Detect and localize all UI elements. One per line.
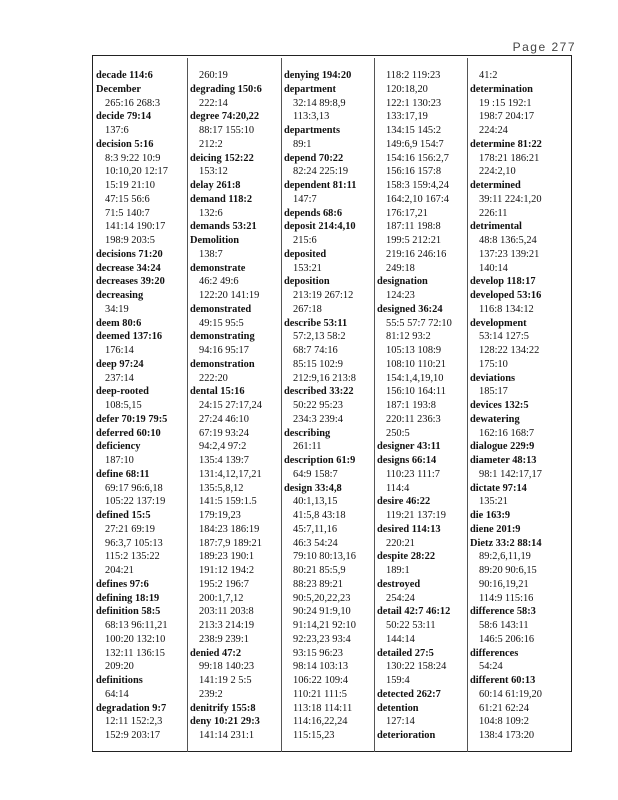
- index-page-refs: 57:2,13 58:2: [293, 331, 346, 343]
- index-page-refs: 39:11 224:1,20: [479, 193, 542, 205]
- index-term: design 33:4,8: [284, 482, 342, 494]
- index-page-refs: 176:14: [105, 345, 134, 356]
- index-page-refs: 108:10 110:21: [386, 358, 446, 370]
- index-page-refs: 215:6: [293, 235, 317, 246]
- index-page-refs: 98:14 103:13: [293, 661, 349, 673]
- index-page-refs: 260:19: [199, 70, 228, 81]
- index-term: diene 201:9: [470, 523, 521, 535]
- index-term: demonstrating: [190, 331, 255, 343]
- index-page-refs: 220:11 236:3: [386, 413, 441, 425]
- index-term: determination: [470, 83, 533, 95]
- index-term: deterioration: [377, 730, 436, 741]
- index-term: definition 58:5: [96, 606, 161, 618]
- index-page-refs: 138:7: [199, 248, 223, 260]
- index-page-refs: 100:20 132:10: [105, 633, 166, 645]
- index-term: deicing 152:22: [190, 152, 254, 164]
- index-page-refs: 49:15 95:5: [199, 317, 244, 329]
- index-term: denitrify 155:8: [190, 702, 256, 714]
- index-term: detrimental: [470, 221, 522, 233]
- index-term: despite 28:22: [377, 551, 436, 563]
- index-page-refs: 141:5 159:1.5: [199, 496, 257, 508]
- index-page-refs: 58:6 143:11: [479, 620, 529, 631]
- index-page-refs: 110:21 111:5: [293, 688, 347, 700]
- index-page-refs: 141:14 190:17: [105, 221, 166, 233]
- index-page-refs: 114:16,22,24: [293, 716, 348, 728]
- index-page-refs: 82:24 225:19: [293, 166, 349, 178]
- index-term: determined: [470, 180, 521, 191]
- index-term: dental 15:16: [190, 386, 245, 398]
- index-page-refs: 184:23 186:19: [199, 523, 260, 535]
- index-term: difference 58:3: [470, 606, 536, 618]
- index-page-refs: 144:14: [386, 633, 415, 645]
- index-page-refs: 88:23 89:21: [293, 578, 343, 590]
- index-term: denying 194:20: [284, 70, 352, 81]
- index-page-refs: 53:14 127:5: [479, 331, 529, 343]
- index-column-5: [470, 69, 562, 743]
- index-page-refs: 89:1: [293, 138, 312, 150]
- index-page-refs: 122:20 141:19: [199, 290, 260, 301]
- index-page-refs: 224:24: [479, 125, 508, 136]
- index-term: demands 53:21: [190, 221, 257, 233]
- index-term: describe 53:11: [284, 317, 348, 329]
- index-page-refs: 96:3,7 105:13: [105, 537, 163, 549]
- index-page-refs: 113:3,13: [293, 111, 330, 123]
- index-page-refs: 64:9 158:7: [293, 468, 338, 480]
- index-term: denied 47:2: [190, 647, 242, 659]
- index-term: deep-rooted: [96, 386, 149, 398]
- index-page-refs: 114:9 115:16: [479, 592, 534, 604]
- index-page-refs: 222:14: [199, 97, 228, 109]
- index-page-refs: 55:5 57:7 72:10: [386, 317, 452, 329]
- index-term: decreasing: [96, 290, 144, 301]
- index-page-refs: 24:15 27:17,24: [199, 400, 262, 411]
- index-page-refs: 45:7,11,16: [293, 523, 338, 535]
- index-page-refs: 238:9 239:1: [199, 633, 249, 645]
- index-page-refs: 212:9,16 213:8: [293, 372, 356, 384]
- index-page-refs: 200:1,7,12: [199, 592, 244, 604]
- index-term: decision 5:16: [96, 138, 154, 150]
- index-page-refs: 187:7,9 189:21: [199, 537, 262, 549]
- index-page-refs: 158:3 159:4,24: [386, 180, 449, 191]
- index-page-refs: 185:17: [479, 386, 508, 398]
- index-page-refs: 198:7 204:17: [479, 111, 535, 123]
- index-page-refs: 254:24: [386, 592, 415, 604]
- index-page-refs: 164:2,10 167:4: [386, 193, 449, 205]
- index-page-refs: 250:5: [386, 427, 410, 439]
- index-page-refs: 212:2: [199, 138, 223, 150]
- index-page-refs: 120:18,20: [386, 83, 428, 95]
- index-page-refs: 90:24 91:9,10: [293, 606, 351, 618]
- index-page-refs: 154:16 156:2,7: [386, 152, 449, 164]
- index-term: develop 118:17: [470, 276, 536, 288]
- index-page-refs: 261:11: [293, 441, 322, 453]
- index-term: designed 36:24: [377, 303, 443, 315]
- index-term: desired 114:13: [377, 523, 441, 535]
- index-page-refs: 187:10: [105, 455, 134, 466]
- index-term: deep 97:24: [96, 358, 144, 370]
- index-page-refs: 68:13 96:11,21: [105, 620, 168, 631]
- index-page-refs: 50:22 95:23: [293, 400, 343, 411]
- page-number: Page 277: [512, 40, 576, 54]
- index-term: deviations: [470, 372, 516, 384]
- index-page-refs: 60:14 61:19,20: [479, 688, 542, 700]
- index-term: detected 262:7: [377, 688, 441, 700]
- index-page-refs: 108:5,15: [105, 400, 142, 411]
- index-page-refs: 226:11: [479, 207, 508, 219]
- index-term: department: [284, 83, 336, 95]
- index-page-refs: 116:8 134:12: [479, 303, 534, 315]
- index-page-refs: 12:11 152:2,3: [105, 716, 163, 728]
- index-page-refs: 85:15 102:9: [293, 358, 343, 370]
- index-page-refs: 137:23 139:21: [479, 248, 540, 260]
- index-page-refs: 154:1,4,19,10: [386, 372, 444, 384]
- index-term: diameter 48:13: [470, 455, 537, 466]
- index-term: defining 18:19: [96, 592, 160, 604]
- index-page-refs: 132:6: [199, 207, 223, 219]
- index-page-refs: 213:19 267:12: [293, 290, 354, 301]
- index-page-refs: 156:16 157:8: [386, 166, 442, 178]
- index-page-refs: 141:14 231:1: [199, 730, 255, 741]
- index-page-refs: 152:9 203:17: [105, 730, 161, 741]
- index-page-refs: 98:1 142:17,17: [479, 468, 542, 480]
- index-term: define 68:11: [96, 468, 150, 480]
- index-page-refs: 156:10 164:11: [386, 386, 446, 398]
- index-page-refs: 149:6,9 154:7: [386, 138, 444, 150]
- index-page-refs: 105:22 137:19: [105, 496, 166, 508]
- index-page-refs: 213:3 214:19: [199, 620, 255, 631]
- index-page-refs: 135:5,8,12: [199, 482, 244, 494]
- index-term: defines 97:6: [96, 578, 149, 590]
- index-term: destroyed: [377, 578, 421, 590]
- index-term: die 163:9: [470, 510, 511, 521]
- index-page-refs: 140:14: [479, 262, 508, 274]
- index-page-refs: 90:16,19,21: [479, 578, 529, 590]
- index-page-refs: 94:16 95:17: [199, 345, 249, 356]
- index-page-refs: 222:20: [199, 372, 228, 384]
- index-term: describing: [284, 427, 331, 439]
- index-page-refs: 114:4: [386, 482, 410, 494]
- index-page-refs: 209:20: [105, 661, 134, 673]
- index-term: detention: [377, 702, 419, 714]
- index-page-refs: 41:2: [479, 70, 498, 81]
- index-page-refs: 159:4: [386, 675, 410, 686]
- index-page-refs: 239:2: [199, 688, 223, 700]
- index-page-refs: 198:9 203:5: [105, 235, 155, 246]
- index-term: demonstrated: [190, 303, 252, 315]
- index-term: developed 53:16: [470, 290, 542, 301]
- index-page-refs: 203:11 203:8: [199, 606, 254, 618]
- index-page-refs: 68:7 74:16: [293, 345, 338, 356]
- index-page-refs: 27:24 46:10: [199, 413, 249, 425]
- index-page-refs: 153:12: [199, 166, 228, 178]
- index-page-refs: 138:4 173:20: [479, 730, 535, 741]
- index-page-refs: 71:5 140:7: [105, 207, 150, 219]
- index-page-refs: 115:15,23: [293, 730, 335, 741]
- index-page-refs: 92:23,23 93:4: [293, 633, 351, 645]
- index-page-refs: 124:23: [386, 290, 415, 301]
- index-page-refs: 135:4 139:7: [199, 455, 249, 466]
- index-page-refs: 99:18 140:23: [199, 661, 255, 673]
- index-page-refs: 141:19 2 5:5: [199, 675, 252, 686]
- index-page-refs: 234:3 239:4: [293, 413, 343, 425]
- index-page-refs: 15:19 21:10: [105, 180, 155, 191]
- index-page-refs: 219:16 246:16: [386, 248, 447, 260]
- index-term: demonstrate: [190, 262, 246, 274]
- index-term: definitions: [96, 675, 143, 686]
- index-page-refs: 224:2,10: [479, 166, 516, 178]
- index-term: defined 15:5: [96, 510, 151, 521]
- index-page-refs: 48:8 136:5,24: [479, 235, 537, 246]
- index-term: determine 81:22: [470, 138, 542, 150]
- index-column-3: [284, 69, 376, 743]
- index-page-refs: 89:2,6,11,19: [479, 551, 531, 563]
- index-page-refs: 47:15 56:6: [105, 193, 150, 205]
- index-term: deficiency: [96, 441, 141, 453]
- index-page-refs: 178:21 186:21: [479, 152, 540, 164]
- index-page-refs: 90:5,20,22,23: [293, 592, 351, 604]
- index-page-refs: 162:16 168:7: [479, 427, 535, 439]
- index-term: deposited: [284, 248, 327, 260]
- index-page-refs: 195:2 196:7: [199, 578, 249, 590]
- index-term: description 61:9: [284, 455, 356, 466]
- index-page-refs: 237:14: [105, 372, 134, 384]
- index-page-refs: 128:22 134:22: [479, 345, 540, 356]
- index-page-refs: 189:1: [386, 565, 410, 576]
- index-page-refs: 54:24: [479, 661, 503, 673]
- index-page-refs: 187:11 198:8: [386, 221, 441, 233]
- index-page-refs: 115:2 135:22: [105, 551, 160, 563]
- index-term: differences: [470, 647, 519, 659]
- index-page-refs: 176:17,21: [386, 207, 428, 219]
- index-page-refs: 89:20 90:6,15: [479, 565, 537, 576]
- index-page-refs: 220:21: [386, 537, 415, 549]
- index-page-refs: 19 :15 192:1: [479, 97, 532, 109]
- index-term: decisions 71:20: [96, 248, 163, 260]
- index-term: decrease 34:24: [96, 262, 161, 274]
- index-term: decade 114:6: [96, 70, 153, 81]
- index-page-refs: 131:4,12,17,21: [199, 468, 262, 480]
- index-page-refs: 265:16 268:3: [105, 97, 161, 109]
- index-term: demonstration: [190, 358, 255, 370]
- index-page-refs: 146:5 206:16: [479, 633, 535, 645]
- index-term: decide 79:14: [96, 111, 152, 123]
- index-page-refs: 46:2 49:6: [199, 276, 239, 288]
- index-page-refs: 199:5 212:21: [386, 235, 442, 246]
- index-page-refs: 153:21: [293, 262, 322, 274]
- index-term: departments: [284, 125, 340, 136]
- index-term: designation: [377, 276, 428, 288]
- index-term: delay 261:8: [190, 180, 241, 191]
- index-term: defer 70:19 79:5: [96, 413, 168, 425]
- index-page-refs: 105:13 108:9: [386, 345, 442, 356]
- index-page-refs: 267:18: [293, 303, 322, 315]
- index-term: development: [470, 317, 527, 329]
- index-column-2: [190, 69, 282, 743]
- index-page-refs: 91:14,21 92:10: [293, 620, 356, 631]
- index-page-refs: 137:6: [105, 125, 129, 136]
- index-page-refs: 27:21 69:19: [105, 523, 155, 535]
- index-term: Dietz 33:2 88:14: [470, 537, 542, 549]
- index-term: dependent 81:11: [284, 180, 357, 191]
- index-page-refs: 106:22 109:4: [293, 675, 349, 686]
- index-term: deemed 137:16: [96, 331, 163, 343]
- index-page-refs: 34:19: [105, 303, 129, 315]
- index-page-refs: 88:17 155:10: [199, 125, 255, 136]
- index-term: designs 66:14: [377, 455, 437, 466]
- index-page-refs: 249:18: [386, 262, 415, 274]
- index-page-refs: 118:2 119:23: [386, 70, 441, 81]
- index-term: detailed 27:5: [377, 647, 434, 659]
- index-term: detail 42:7 46:12: [377, 606, 451, 618]
- index-term: deposit 214:4,10: [284, 221, 356, 233]
- index-column-1: [96, 69, 188, 743]
- index-page-refs: 127:14: [386, 716, 415, 728]
- index-page-refs: 133:17,19: [386, 111, 428, 123]
- index-page-refs: 187:1 193:8: [386, 400, 436, 411]
- index-term: demand 118:2: [190, 193, 253, 205]
- index-term: degrading 150:6: [190, 83, 262, 95]
- index-column-4: [377, 69, 469, 743]
- index-page-refs: 135:21: [479, 496, 508, 508]
- index-page-refs: 64:14: [105, 688, 129, 700]
- index-page-refs: 189:23 190:1: [199, 551, 255, 563]
- index-page-refs: 113:18 114:11: [293, 702, 353, 714]
- index-page-refs: 147:7: [293, 193, 317, 205]
- index-term: decreases 39:20: [96, 276, 165, 288]
- index-term: degradation 9:7: [96, 702, 167, 714]
- index-page-refs: 104:8 109:2: [479, 716, 529, 728]
- index-page-refs: 32:14 89:8,9: [293, 97, 346, 109]
- index-page-refs: 67:19 93:24: [199, 427, 249, 439]
- index-page-refs: 79:10 80:13,16: [293, 551, 356, 563]
- index-page-refs: 41:5,8 43:18: [293, 510, 346, 521]
- index-term: devices 132:5: [470, 400, 529, 411]
- index-page-refs: 132:11 136:15: [105, 647, 165, 659]
- index-term: designer 43:11: [377, 441, 441, 453]
- index-term: described 33:22: [284, 386, 354, 398]
- index-term: deny 10:21 29:3: [190, 716, 260, 728]
- index-page-refs: 50:22 53:11: [386, 620, 436, 631]
- index-page-refs: 130:22 158:24: [386, 661, 447, 673]
- index-term: dictate 97:14: [470, 482, 527, 494]
- index-page-refs: 134:15 145:2: [386, 125, 442, 136]
- index-term: Demolition: [190, 235, 240, 246]
- index-page-refs: 8:3 9:22 10:9: [105, 152, 161, 164]
- index-page-refs: 94:2,4 97:2: [199, 441, 247, 453]
- index-term: December: [96, 83, 141, 95]
- index-page-refs: 80:21 85:5,9: [293, 565, 346, 576]
- index-page-refs: 122:1 130:23: [386, 97, 442, 109]
- index-page-refs: 191:12 194:2: [199, 565, 255, 576]
- index-page-refs: 10:10,20 12:17: [105, 166, 168, 178]
- index-term: degree 74:20,22: [190, 111, 260, 123]
- index-page-refs: 175:10: [479, 358, 508, 370]
- index-term: desire 46:22: [377, 496, 431, 508]
- index-page-refs: 81:12 93:2: [386, 331, 431, 343]
- index-page-refs: 110:23 111:7: [386, 468, 440, 480]
- index-page-refs: 204:21: [105, 565, 134, 576]
- index-term: depend 70:22: [284, 152, 344, 164]
- index-term: deposition: [284, 276, 330, 288]
- index-term: deferred 60:10: [96, 427, 161, 439]
- index-page-refs: 119:21 137:19: [386, 510, 446, 521]
- index-page-refs: 61:21 62:24: [479, 702, 529, 714]
- index-page-refs: 179:19,23: [199, 510, 241, 521]
- index-term: dewatering: [470, 413, 520, 425]
- index-term: depends 68:6: [284, 207, 343, 219]
- index-term: dialogue 229:9: [470, 441, 535, 453]
- index-term: different 60:13: [470, 675, 536, 686]
- index-page-refs: 46:3 54:24: [293, 537, 338, 549]
- index-page-refs: 69:17 96:6,18: [105, 482, 163, 494]
- index-page-refs: 93:15 96:23: [293, 647, 343, 659]
- index-page-refs: 40:1,13,15: [293, 496, 338, 508]
- index-term: deem 80:6: [96, 317, 142, 329]
